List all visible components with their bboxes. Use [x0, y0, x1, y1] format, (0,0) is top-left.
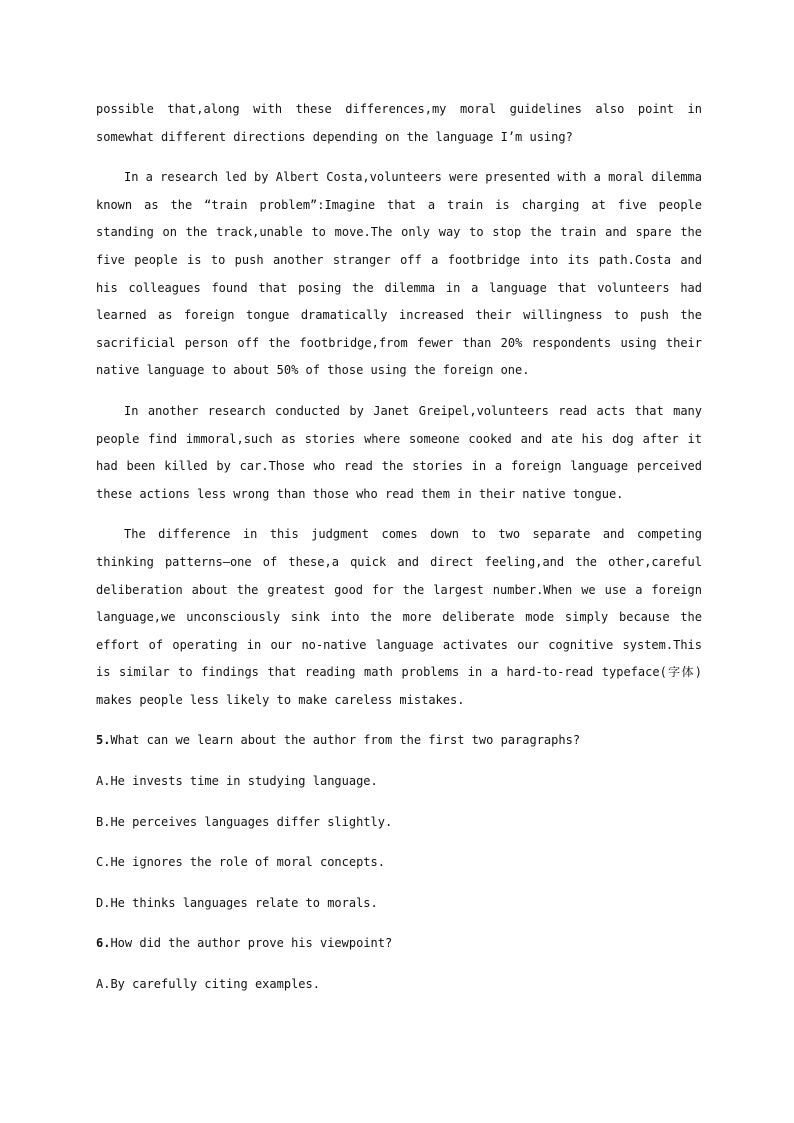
question-6 [96, 930, 702, 958]
question-5 [96, 727, 702, 755]
question-number: 5. [96, 733, 111, 748]
passage-paragraph-thinking-patterns: The difference in this judgment comes down to two separate and competing thinking patterns—one of these,a quick and direct feeling,and the other,careful deliberation about the greatest good for the largest number.When we use a foreign language,we unconsciously sink into the more deliberate mode simply because the effort of operating in our no-native language activates our cognitive system.This is similar to findings that reading math problems in a hard-to-read typeface(字体) makes people less likely to make careless mistakes. [96, 527, 702, 707]
question-5-option-a: A.He invests time in studying language. [96, 774, 378, 789]
question-5-option-c: C.He ignores the role of moral concepts. [96, 855, 385, 870]
question-text: How did the author prove his viewpoint? [110, 936, 393, 951]
question-5-option-b: B.He perceives languages differ slightly. [96, 814, 393, 829]
question-5-option-d: D.He thinks languages relate to morals. [96, 895, 378, 910]
passage-paragraph-continued: possible that,along with these differences,my moral guidelines also point in somewhat different directions depending on the language I’m using? [96, 102, 702, 144]
question-number: 6. [96, 936, 111, 951]
passage-paragraph-costa-research: In a research led by Albert Costa,volunteers were presented with a moral dilemma known as the “train problem”:Imagine that a train is charging at five people standing on the track,unable to move.The only way to stop the train and spare the five people is to push another stranger off a footbridge into its path.Costa and his colleagues found that posing the dilemma in a language that volunteers had learned as foreign tongue dramatically increased their willingness to push the sacrificial person off the footbridge,from fewer than 20% respondents using their native language to about 50% of those using the foreign one. [96, 170, 702, 378]
question-text: What can we learn about the author from the first two paragraphs? [110, 733, 581, 748]
passage-paragraph-greipel-research: In another research conducted by Janet Greipel,volunteers read acts that many people find immoral,such as stories where someone cooked and ate his dog after it had been killed by car.Those who read the stories in a foreign language perceived these actions less wrong than those who read them in their native tongue. [96, 403, 702, 501]
question-6-option-a: A.By carefully citing examples. [96, 977, 320, 992]
document-page [96, 96, 702, 1012]
